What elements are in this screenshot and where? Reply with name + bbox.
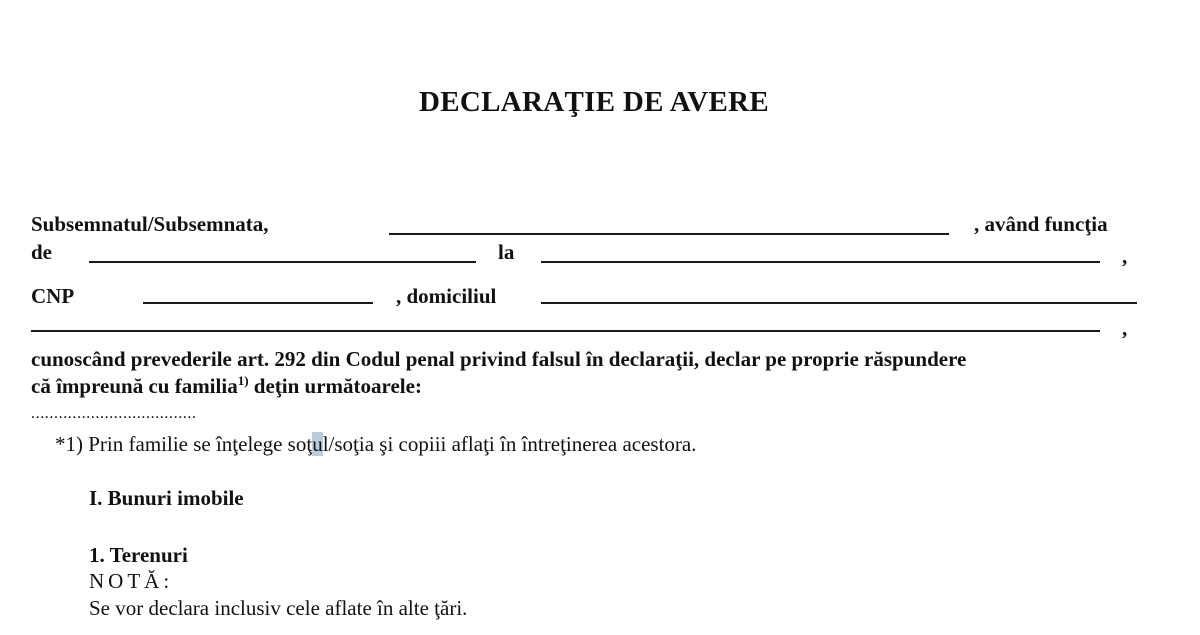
- footnote-text-part: *1) Prin familie se înţelege soţ: [55, 432, 313, 456]
- label-la: la: [498, 240, 515, 264]
- label-de: de: [31, 240, 52, 264]
- document-title: DECLARAŢIE DE AVERE: [418, 86, 770, 118]
- name-field[interactable]: [389, 233, 949, 235]
- domicile-field[interactable]: [541, 302, 1137, 304]
- cnp-field[interactable]: [143, 302, 373, 304]
- trailing-comma: ,: [1122, 244, 1128, 268]
- text-cursor-highlight[interactable]: u: [312, 432, 323, 456]
- label-cnp: CNP: [31, 284, 75, 308]
- label-domicile: , domiciliul: [396, 284, 497, 308]
- footnote-text-part: l/soţia şi copiii aflaţi în întreţinerea acestora.: [322, 432, 697, 456]
- function-field[interactable]: [89, 261, 476, 263]
- section-heading: I. Bunuri imobile: [89, 486, 244, 510]
- institution-field[interactable]: [541, 261, 1100, 263]
- statement-text: că împreună cu familia: [31, 374, 238, 398]
- label-name: Subsemnatul/Subsemnata,: [31, 212, 269, 236]
- footnote-separator: ....................................: [31, 405, 197, 422]
- statement-text: deţin următoarele:: [248, 374, 422, 398]
- note-text: Se vor declara inclusiv cele aflate în alte ţări.: [89, 596, 468, 620]
- subsection-heading: 1. Terenuri: [89, 543, 188, 567]
- note-label: NOTĂ:: [89, 569, 174, 593]
- statement-line-1: cunoscând prevederile art. 292 din Codul penal privind falsul în declaraţii, declar pe proprie răspundere: [31, 347, 967, 371]
- domicile-continued-field[interactable]: [31, 330, 1100, 332]
- footnote-ref: 1): [237, 373, 249, 388]
- statement-line-2: [31, 374, 422, 398]
- footnote-text: [55, 432, 696, 456]
- label-function: , având funcţia: [974, 212, 1108, 236]
- trailing-comma: ,: [1122, 316, 1128, 340]
